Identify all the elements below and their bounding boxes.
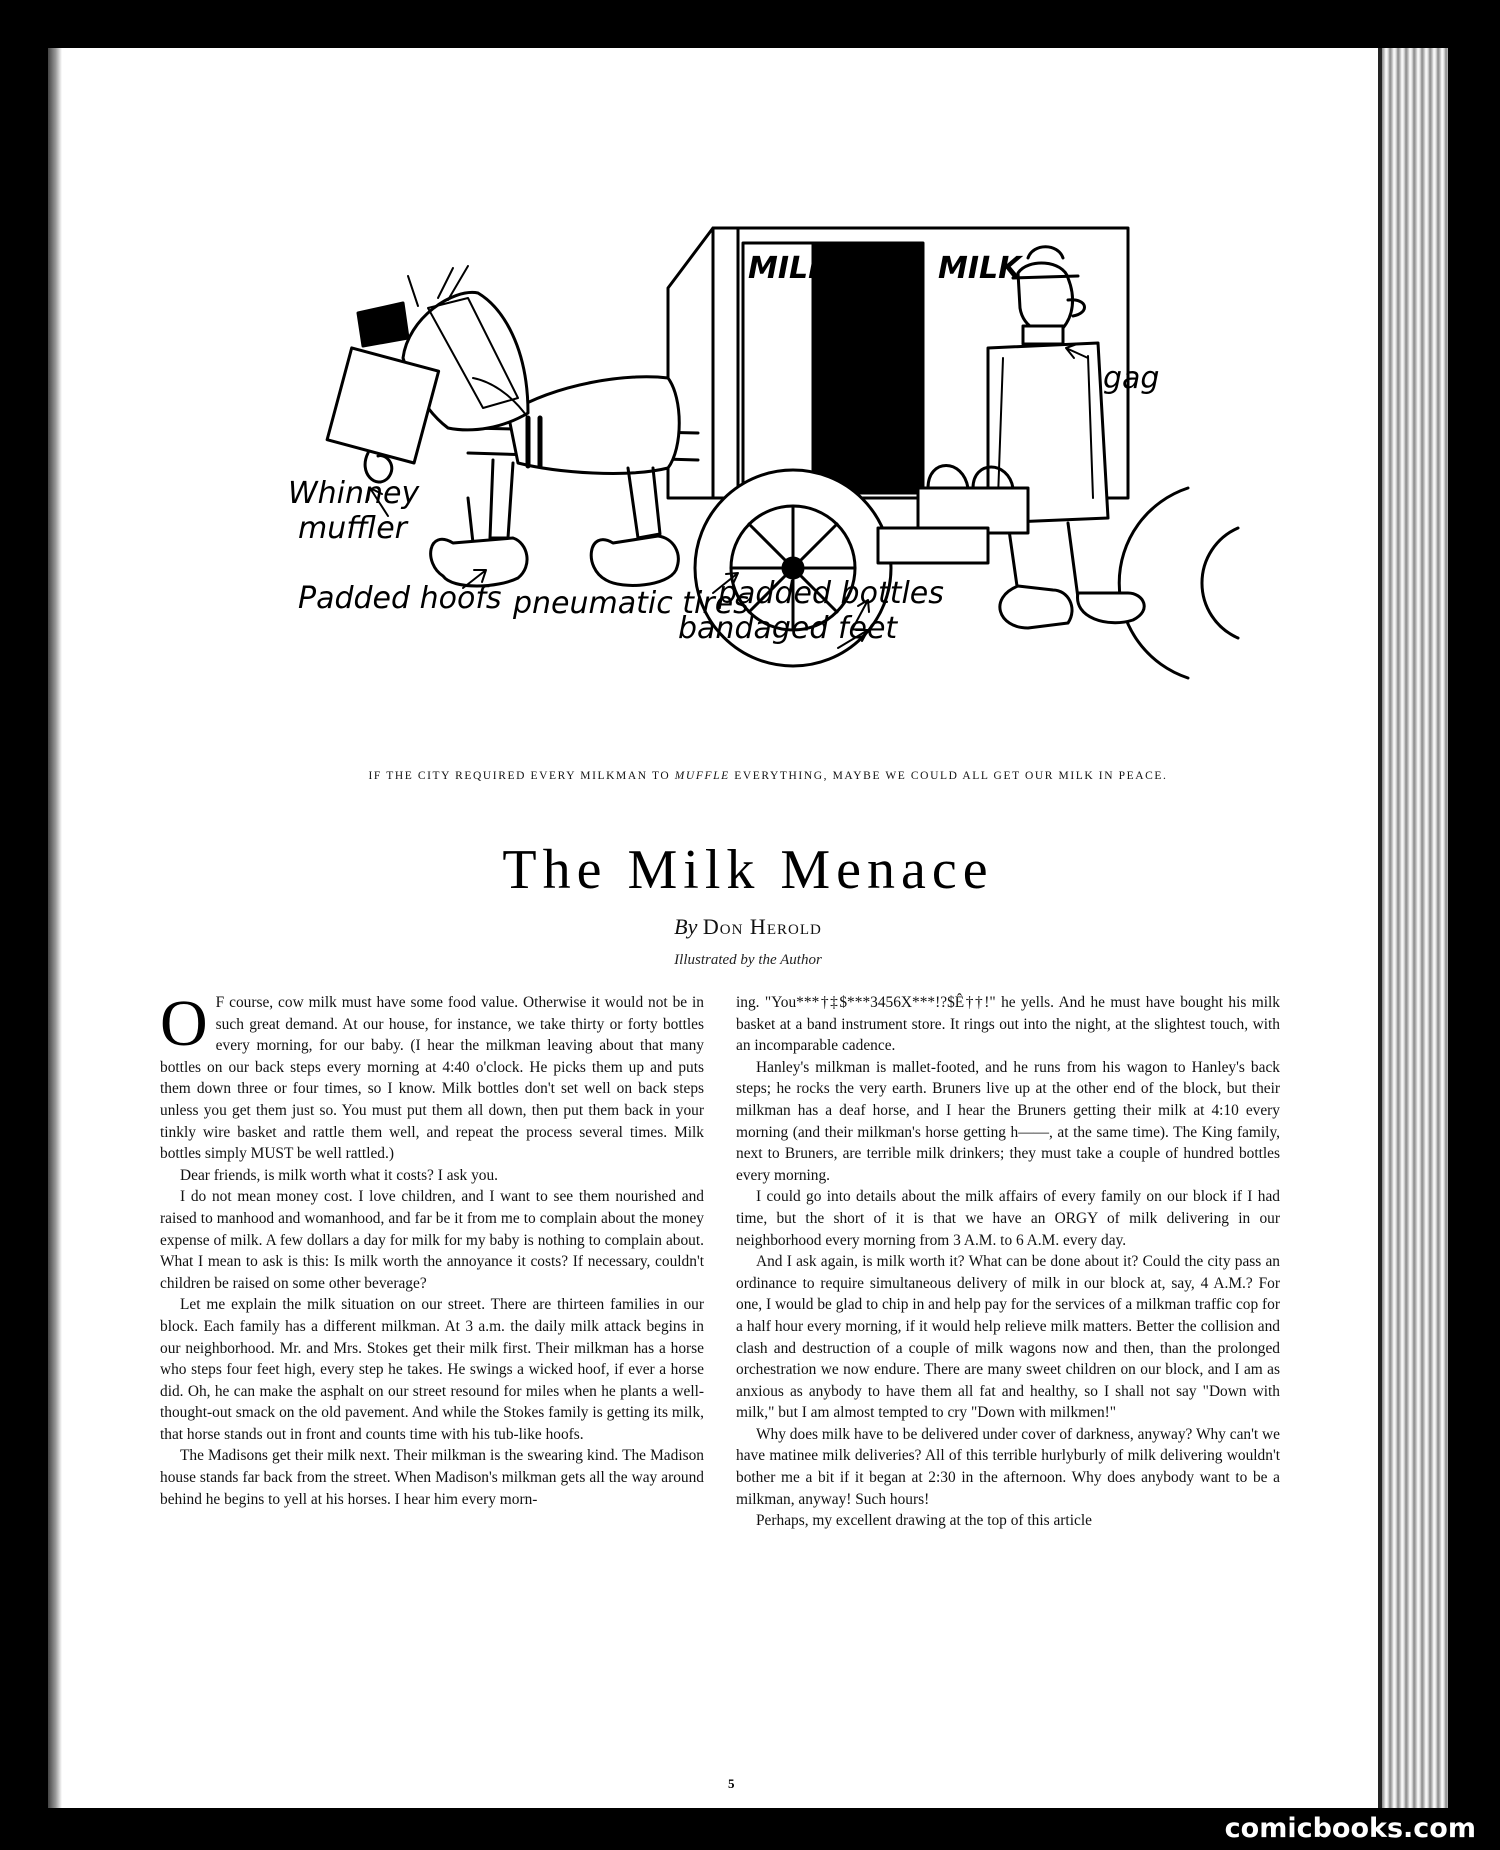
article-column-right [736,992,1280,1532]
wagon-text-left: MILK [748,251,832,286]
milk-wagon-illustration [228,198,1258,758]
paragraph: Let me explain the milk situation on our street. There are thirteen families in our block. Each family has a different milkman. At 3 a.m. the daily milk attack begins in our neighborhood. Mr. and Mrs. Stokes get their milk first. Their milkman has a horse who steps four feet high, every step he takes. He swings a wicked hoof, if ever a horse did. Oh, he can make the asphalt on our street resound for miles when he plants a well-thought-out smack on the old pavement. And while the Stokes family is getting its milk, that horse stands out in front and counts time with his tub-like hoofs. [160,1296,704,1443]
paragraph: The Madisons get their milk next. Their milkman is the swearing kind. The Madison house stands far back from the street. When Madison's milkman gets all the way around behind he begins to yell at his horses. I hear him every morn- [160,1447,704,1508]
drop-cap: O [160,987,208,1060]
magazine-page [48,48,1448,1808]
page-edge [1378,48,1448,1808]
article-column-left [160,987,704,1510]
wagon-text-right: MILK [938,251,1022,286]
paragraph: O F course, cow milk must have some food value. Otherwise it would not be in such great demand. At our house, for instance, we take thirty or forty bottles every morning, for our baby. (I hear the milkman leaving about that many bottles on our back steps every morning at 4:40 o'clock. He picks them up and puts them down three or four times, so I know. Milk bottles don't set well on back steps unless you get them just so. You must put them all down, then put them back in your tinkly wire basket and rattle them well, and repeat the process several times. Milk bottles simply MUST be well rattled.) [160,987,704,1163]
paragraph: Dear friends, is milk worth what it costs? I ask you. [180,1166,499,1184]
label-padded-hoofs: Padded hoofs [298,581,502,616]
label-padded-bottles: padded bottles [718,576,944,611]
paragraph: ing. "You***†‡$***3456X***!?$Ê††!" he yells. And he must have bought his milk basket at a band instrument store. It rings out into the night, at the slightest touch, with an incomparable cadence. [736,994,1280,1055]
label-muffler: muffler [298,511,408,546]
paragraph: And I ask again, is milk worth it? What can be done about it? Could the city pass an ordinance to require simultaneous delivery of milk in our block at, say, 4 A.M.? For one, I would be glad to chip in and help pay for the services of a milkman traffic cop for a half hour every morning, if it would help relieve milk matters. Better the collision and clash and destruction of a couple of milk wagons now and then, than the prolonged orchestration we now endure. There are many sweet children on our block, and I am as anxious as anybody to have them all fat and healthy, so I shall not say "Down with milk," but I am almost tempted to cry "Down with milkmen!" [736,1253,1280,1422]
byline [208,914,1288,940]
illustration-caption: IF THE CITY REQUIRED EVERY MILKMAN TO MUFFLE EVERYTHING, MAYBE WE COULD ALL GET OUR MILK IN PEACE. [368,770,1168,782]
site-watermark: comicbooks.com [1224,1813,1476,1844]
paragraph: I could go into details about the milk affairs of every family on our block if I had time, but the short of it is that we have an ORGY of milk delivering in our neighborhood every morning from 3 A.M. to 6 A.M. every day. [736,1188,1280,1249]
label-gag: gag [1103,361,1160,396]
label-pneumatic-tires: pneumatic tires [513,586,749,621]
illustration-credit: Illustrated by the Author [674,952,822,968]
label-bandaged-feet: bandaged feet [678,611,898,646]
page-gutter [48,48,62,1808]
paragraph: Hanley's milkman is mallet-footed, and he runs from his wagon to Hanley's back steps; he rocks the very earth. Bruners live up at the other end of the block, but their milkman has a deaf horse, and I hear the Bruners getting their milk at 4:10 every morning (and their milkman's horse getting h——, at the same time). The King family, next to Bruners, are terrible milk drinkers; they must take a couple of hundred bottles every morning. [736,1058,1280,1184]
paragraph: Why does milk have to be delivered under cover of darkness, anyway? Why can't we have matinee milk deliveries? All of this terrible hurlyburly of milk delivering wouldn't bother me a bit if it began at 2:30 in the afternoon. Why does anybody want to be a milkman, anyway! Such hours! [736,1425,1280,1508]
author-name: Don Herold [702,914,822,939]
label-whinney: Whinney [288,476,420,511]
article-title: The Milk Menace [502,839,994,901]
byline-by: By [674,914,698,939]
paragraph: Perhaps, my excellent drawing at the top of this article [756,1512,1092,1530]
paragraph: I do not mean money cost. I love children, and I want to see them nourished and raised to manhood and womanhood, and far be it from me to complain about the money expense of milk. A few dollars a day for milk for my baby is nothing to complain about. What I mean to ask is this: Is milk worth the annoyance it costs? If necessary, couldn't children be raised on some other beverage? [160,1188,704,1292]
page-number: 5 [728,1776,735,1791]
